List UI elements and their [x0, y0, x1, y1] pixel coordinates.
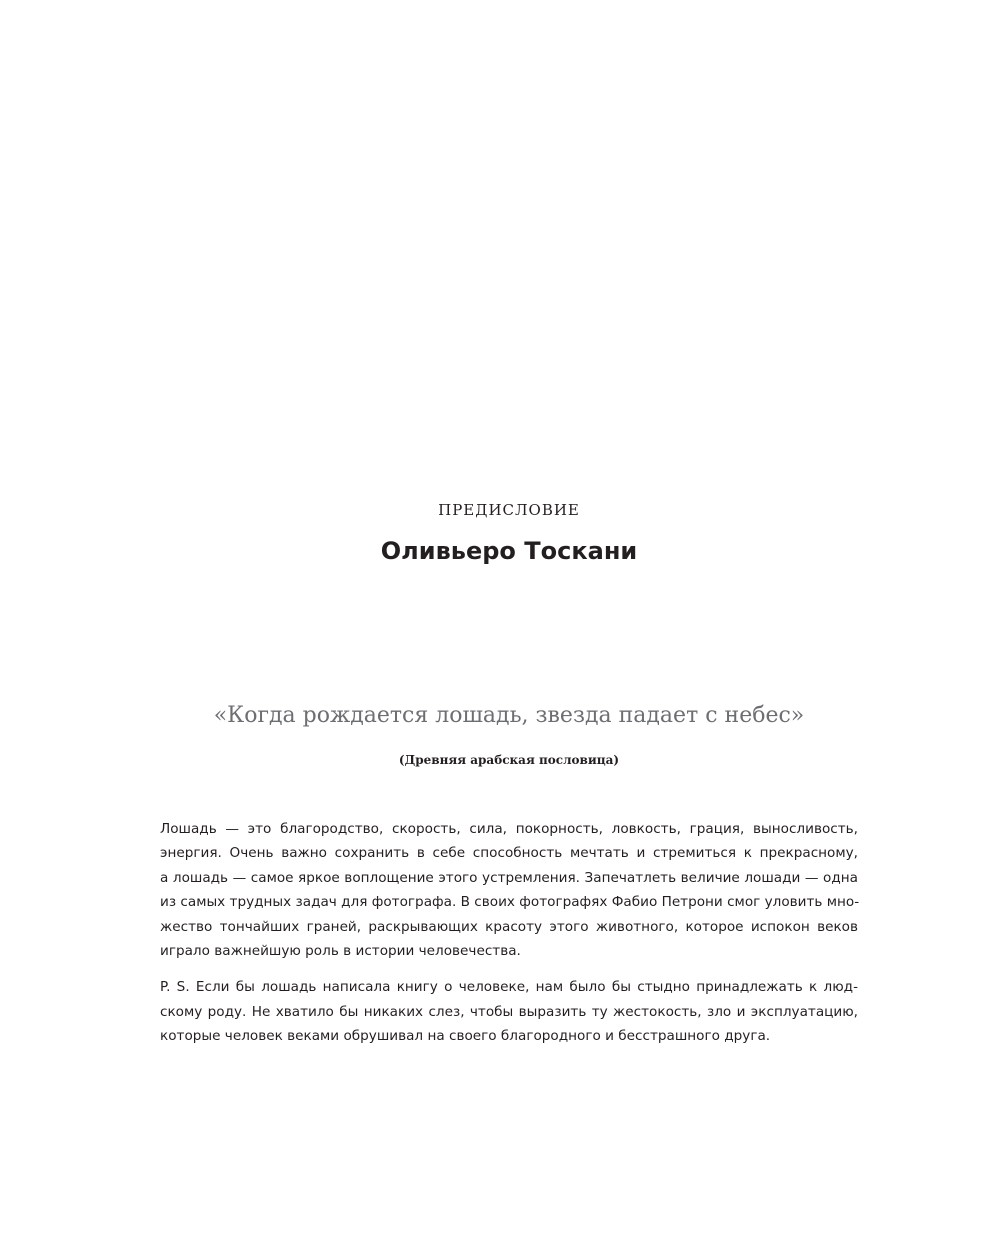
paragraph-line: которые человек веками обрушивал на своего благородного и бесстрашного друга. [160, 1028, 771, 1045]
paragraph-line: Лошадь — это благородство, скорость, сила, покорность, ловкость, грация, выносливость, [160, 821, 858, 837]
section-label: ПРЕДИСЛОВИЕ [438, 501, 580, 519]
paragraph-line: жество тончайших граней, раскрывающих красоту этого животного, которое испокон веков [160, 918, 858, 935]
paragraph-line: а лошадь — самое яркое воплощение этого устремления. Запечатлеть величие лошади — одна [160, 869, 858, 886]
paragraph-line: играло важнейшую роль в истории человечества. [160, 943, 521, 960]
paragraph-2 [160, 975, 858, 1048]
epigraph-source: (Древняя арабская пословица) [398, 753, 620, 767]
paragraph-line: P. S. Если бы лошадь написала книгу о человеке, нам было бы стыдно принадлежать к люд- [160, 979, 858, 996]
paragraph-1 [160, 817, 858, 963]
paragraph-line: энергия. Очень важно сохранить в себе способность мечтать и стремиться к прекрасному, [160, 845, 858, 862]
epigraph-quote: «Когда рождается лошадь, звезда падает с небес» [213, 703, 805, 728]
paragraph-line: скому роду. Не хватило бы никаких слез, чтобы выразить ту жестокость, зло и эксплуатацию, [160, 1003, 858, 1020]
body-text [160, 817, 858, 1049]
paragraph-line: из самых трудных задач для фотографа. В своих фотографях Фабио Петрони смог уловить мно- [160, 894, 860, 911]
author-name: Оливьеро Тоскани [380, 537, 638, 565]
